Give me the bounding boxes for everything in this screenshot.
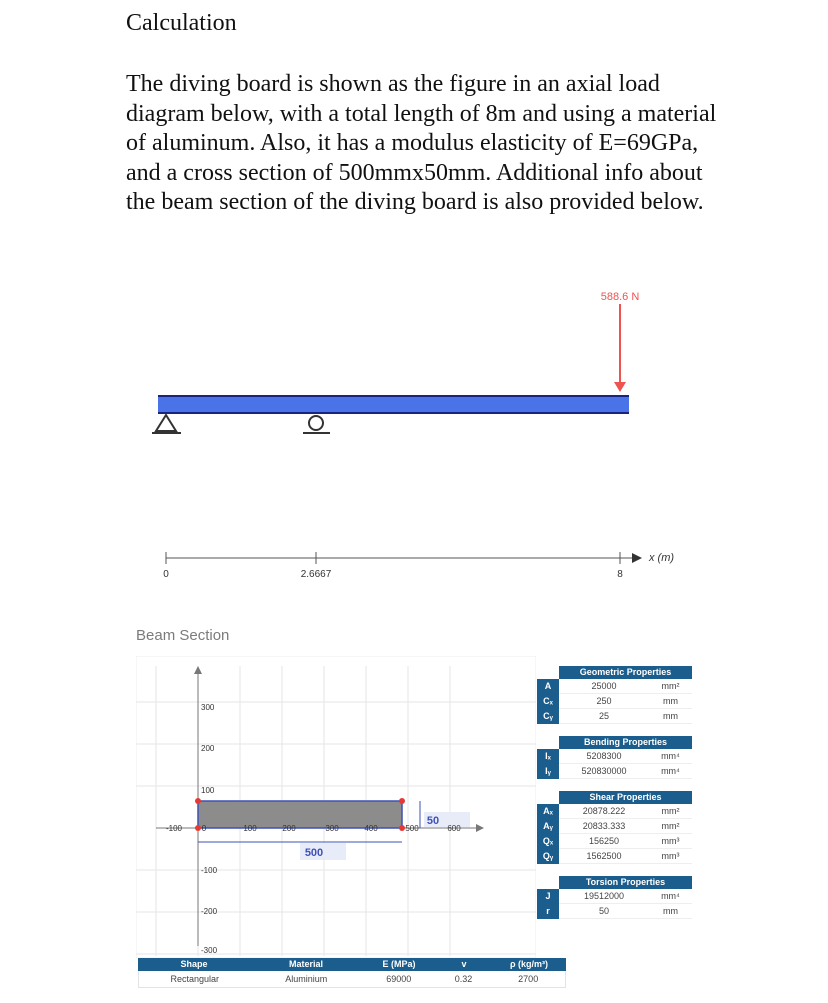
property-symbol: Aᵧ: [537, 819, 559, 834]
x-tick-label: 200: [282, 824, 296, 833]
property-value: 250: [559, 694, 649, 709]
property-unit: mm⁴: [649, 889, 692, 904]
property-value: 156250: [559, 834, 649, 849]
property-symbol: Iₓ: [537, 749, 559, 764]
position-label-end: 8: [617, 569, 623, 580]
property-unit: mm²: [649, 679, 692, 694]
axial-load-diagram: [0, 280, 828, 600]
position-label-start: 0: [163, 569, 169, 580]
property-symbol: Iᵧ: [537, 764, 559, 779]
property-unit: mm³: [649, 834, 692, 849]
y-tick-label: -100: [201, 866, 218, 875]
property-value: 520830000: [559, 764, 649, 779]
property-row: [537, 849, 692, 864]
property-symbol: Aₓ: [537, 804, 559, 819]
property-value: 25: [559, 709, 649, 724]
property-row: [537, 904, 692, 919]
property-row: [537, 834, 692, 849]
property-value: 19512000: [559, 889, 649, 904]
property-unit: mm: [649, 694, 692, 709]
property-row: [537, 709, 692, 724]
problem-description: The diving board is shown as the figure in an axial load diagram below, with a total length of 8m and using a material of aluminum. Also, it has a modulus elasticity of E=69GPa, and a cross section of 500mmx50mm. Additional info about the beam section of the diving board is also provided below.: [126, 71, 717, 215]
property-unit: mm⁴: [649, 749, 692, 764]
property-value: 50: [559, 904, 649, 919]
corner-point: [195, 798, 201, 804]
property-symbol: r: [537, 904, 559, 919]
x-tick-label: 300: [325, 824, 339, 833]
x-tick-label: 600: [447, 824, 461, 833]
property-symbol: Qₓ: [537, 834, 559, 849]
property-symbol: J: [537, 889, 559, 904]
material-table-header: Shape Material E (MPa) v ρ (kg/m³): [138, 958, 566, 971]
y-tick-label: -300: [201, 946, 218, 955]
x-tick-label: 400: [364, 824, 378, 833]
corner-point: [399, 798, 405, 804]
shear-properties-table: [537, 791, 692, 864]
load-label: 588.6 N: [600, 291, 640, 303]
property-unit: mm²: [649, 819, 692, 834]
property-unit: mm: [649, 904, 692, 919]
property-value: 5208300: [559, 749, 649, 764]
y-tick-label: 200: [201, 744, 215, 753]
property-value: 25000: [559, 679, 649, 694]
property-symbol: Cₓ: [537, 694, 559, 709]
property-row: [537, 804, 692, 819]
y-tick-label: 300: [201, 703, 215, 712]
pin-support-icon: [156, 415, 176, 431]
property-unit: mm²: [649, 804, 692, 819]
property-symbol: Qᵧ: [537, 849, 559, 864]
property-symbol: Cᵧ: [537, 709, 559, 724]
roller-support-icon: [309, 416, 323, 430]
x-tick-label: 100: [243, 824, 257, 833]
property-row: [537, 679, 692, 694]
bending-properties-title: Bending Properties: [559, 736, 692, 749]
property-value: 20833.333: [559, 819, 649, 834]
width-dimension-label: 500: [304, 847, 324, 859]
y-tick-label: 100: [201, 786, 215, 795]
height-dimension-label: 50: [426, 815, 440, 827]
x-tick-label: 0: [201, 824, 207, 833]
load-arrow-head: [614, 382, 626, 392]
bending-properties-table: [537, 736, 692, 779]
property-tables: [537, 666, 692, 919]
property-row: [537, 749, 692, 764]
material-table: [138, 958, 566, 988]
corner-point: [399, 825, 405, 831]
beam-section-plot: [136, 656, 536, 958]
property-unit: mm³: [649, 849, 692, 864]
shear-properties-title: Shear Properties: [559, 791, 692, 804]
position-label-support: 2.6667: [300, 569, 332, 580]
corner-point: [195, 825, 201, 831]
property-row: [537, 889, 692, 904]
x-tick-label: -100: [165, 824, 183, 833]
geometric-properties-table: [537, 666, 692, 724]
beam: [158, 396, 629, 413]
property-symbol: A: [537, 679, 559, 694]
property-value: 20878.222: [559, 804, 649, 819]
x-tick-label: 500: [405, 824, 419, 833]
property-row: [537, 694, 692, 709]
document-title: Calculation: [126, 10, 237, 36]
y-tick-label: -200: [201, 907, 218, 916]
property-row: [537, 764, 692, 779]
property-unit: mm⁴: [649, 764, 692, 779]
torsion-properties-table: [537, 876, 692, 919]
geometric-properties-title: Geometric Properties: [559, 666, 692, 679]
property-value: 1562500: [559, 849, 649, 864]
property-row: [537, 819, 692, 834]
property-unit: mm: [649, 709, 692, 724]
axis-arrow-icon: [632, 553, 642, 563]
material-table-row: Rectangular Aluminium 69000 0.32 2700: [138, 971, 566, 988]
axis-label: x (m): [649, 552, 675, 564]
beam-section-heading: Beam Section: [136, 627, 230, 644]
torsion-properties-title: Torsion Properties: [559, 876, 692, 889]
